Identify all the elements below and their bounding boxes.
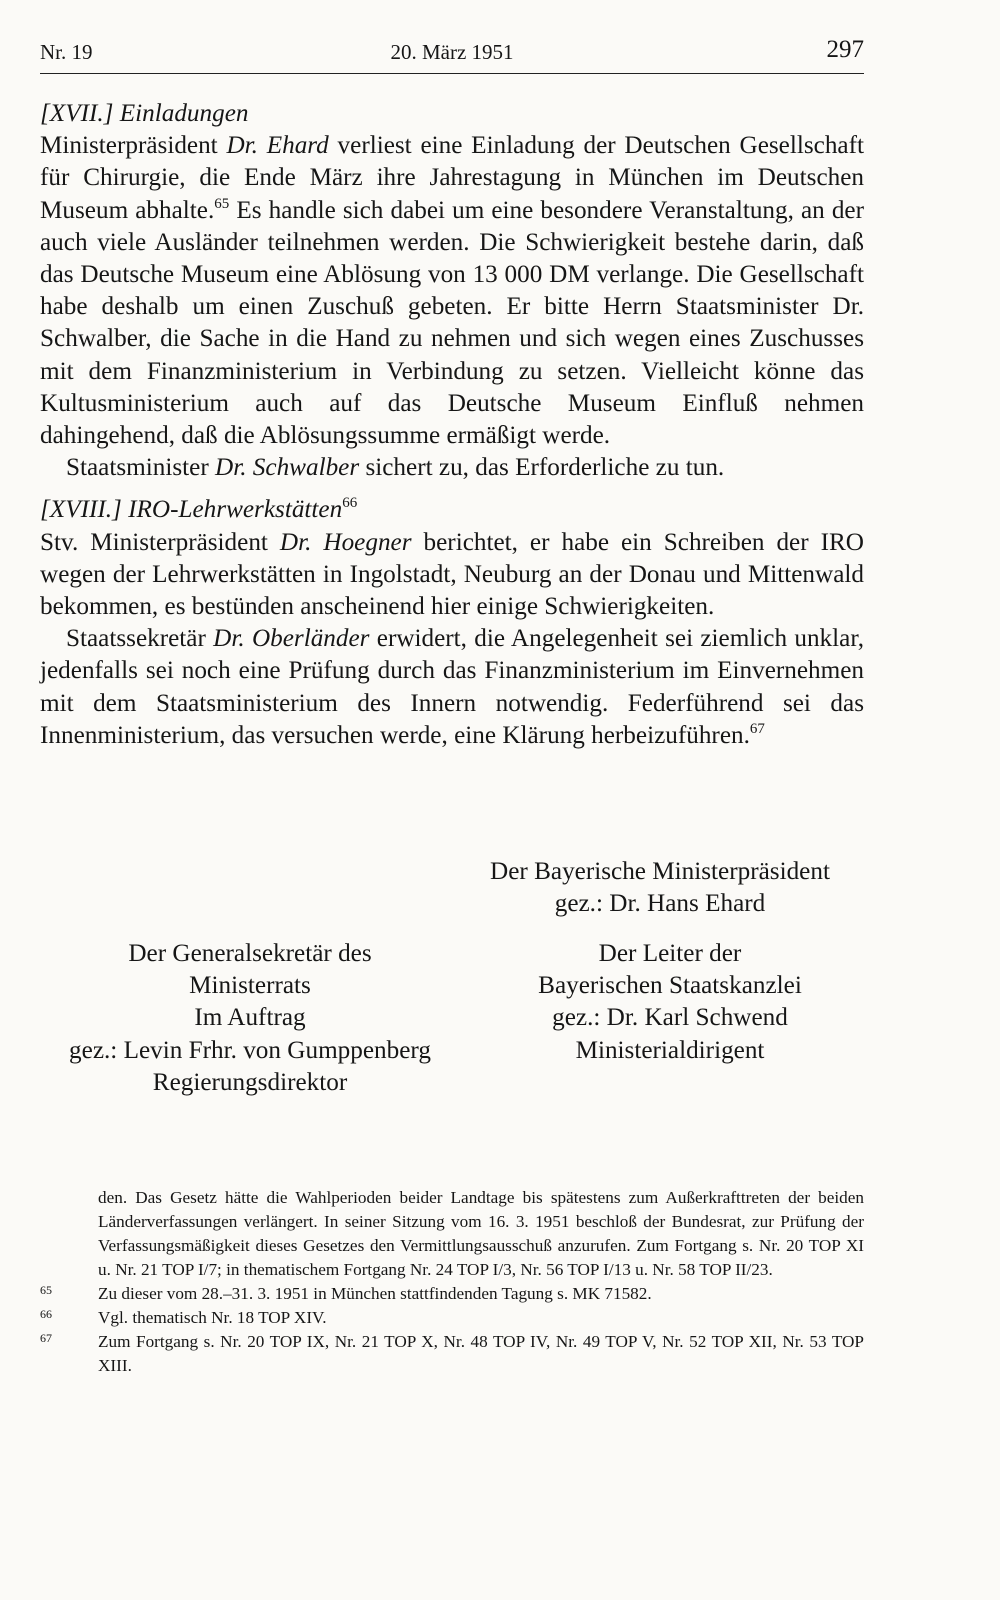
signature-line: Ministerialdirigent bbox=[575, 1036, 765, 1064]
header-rule bbox=[40, 73, 864, 74]
paragraph-text: sichert zu, das Erforderliche zu tun. bbox=[359, 454, 725, 482]
paragraph bbox=[40, 130, 864, 452]
footnote-text: Zu dieser vom 28.–31. 3. 1951 in München stattfindenden Tagung s. MK 71582. bbox=[98, 1284, 652, 1303]
paragraph bbox=[40, 452, 864, 484]
document-date: 20. März 1951 bbox=[390, 40, 514, 64]
paragraph bbox=[40, 623, 864, 752]
speaker-name: Dr. Oberländer bbox=[213, 625, 370, 653]
paragraph bbox=[40, 527, 864, 624]
paragraph-text: verliest eine Einladung der Deutschen Gesellschaft für Chirurgie, die Ende März ihre Jahrestagung in München im Deutschen Museum abhalte. bbox=[40, 132, 864, 224]
signature-prime-minister bbox=[460, 856, 860, 920]
document-number: Nr. 19 bbox=[40, 40, 93, 64]
signature-secretary-general bbox=[40, 938, 460, 1099]
signature-line: Der Leiter der bbox=[598, 940, 742, 967]
signature-line: gez.: Levin Frhr. von Gumppenberg bbox=[69, 1036, 431, 1064]
signature-line: gez.: Dr. Karl Schwend bbox=[552, 1004, 788, 1032]
page-number: 297 bbox=[826, 36, 864, 63]
section-number: [XVII.] bbox=[40, 100, 114, 127]
signature-line: Im Auftrag bbox=[194, 1004, 306, 1032]
footnote-ref: 66 bbox=[342, 495, 358, 512]
footnote-67 bbox=[40, 1330, 864, 1378]
footnotes bbox=[40, 1186, 864, 1378]
signature-line: Ministerrats bbox=[189, 972, 311, 1000]
speaker-name: Dr. Ehard bbox=[226, 132, 329, 160]
footnote-number: 65 bbox=[40, 1283, 52, 1297]
paragraph-text: Ministerpräsident bbox=[40, 132, 227, 160]
section-number: [XVIII.] bbox=[40, 496, 122, 524]
footnote-text: Zum Fortgang s. Nr. 20 TOP IX, Nr. 21 TOP X, Nr. 48 TOP IV, Nr. 49 TOP V, Nr. 52 TOP XII, Nr. 53 TOP XIII. bbox=[98, 1332, 864, 1375]
running-header bbox=[40, 36, 864, 72]
main-text bbox=[40, 98, 864, 752]
speaker-name: Dr. Hoegner bbox=[279, 528, 412, 556]
footnote-number: 66 bbox=[40, 1307, 52, 1321]
footnote-66 bbox=[40, 1306, 864, 1330]
paragraph-text: Stv. Ministerpräsident bbox=[40, 528, 280, 556]
signature-line: Regierungsdirektor bbox=[152, 1068, 348, 1096]
paragraph-text: Es handle sich dabei um eine besondere Veranstaltung, an der auch viele Ausländer teilnehmen werden. Die Schwierigkeit bestehe darin, daß das Deutsche Museum eine Ablösung von 13 000 DM verlange. Die Gesellschaft habe deshalb um einen Zuschuß gebeten. Er bitte Herrn Staatsminister Dr. Schwalber, die Sache in die Hand zu nehmen und sich wegen eines Zuschusses mit dem Finanzministerium in Verbindung zu setzen. Vielleicht könne das Kultusministerium auch auf das Deutsche Museum Einfluß nehmen dahingehend, daß die Ablösungssumme ermäßigt werde. bbox=[40, 196, 864, 450]
section-heading-xviii bbox=[40, 494, 864, 526]
signature-chancellery-head bbox=[500, 938, 840, 1067]
footnote-ref: 65 bbox=[214, 195, 230, 212]
section-title: IRO-Lehrwerkstätten bbox=[128, 496, 343, 524]
footnote-text: Vgl. thematisch Nr. 18 TOP XIV. bbox=[98, 1308, 327, 1327]
section-title: Einladungen bbox=[119, 100, 249, 127]
signature-line: Bayerischen Staatskanzlei bbox=[538, 972, 802, 1000]
paragraph-text: erwidert, die Angelegenheit sei ziemlich unklar, jedenfalls sei noch eine Prüfung durch das Finanzministerium im Einvernehmen mit dem Staatsministerium des Innern notwendig. Federführend sei das Innenministerium, das versuchen werde, eine Klärung herbeizuführen. bbox=[40, 625, 864, 749]
footnote-number: 67 bbox=[40, 1331, 52, 1345]
signature-line: Der Generalsekretär des bbox=[128, 940, 372, 967]
paragraph-text: Staatsminister bbox=[66, 454, 216, 482]
footnote-ref: 67 bbox=[749, 720, 765, 737]
section-heading-xvii bbox=[40, 98, 864, 130]
speaker-name: Dr. Schwalber bbox=[215, 454, 360, 482]
paragraph-text: Staatssekretär bbox=[66, 625, 214, 653]
footnote-65 bbox=[40, 1282, 864, 1306]
signature-line: Der Bayerische Ministerpräsident bbox=[490, 858, 830, 885]
paragraph-text: berichtet, er habe ein Schreiben der IRO wegen der Lehrwerkstätten in Ingolstadt, Neuburg an der Donau und Mittenwald bekommen, es bestünden anscheinend hier einige Schwierigkeiten. bbox=[40, 528, 864, 621]
signature-line: gez.: Dr. Hans Ehard bbox=[554, 890, 766, 918]
footnote-continuation: den. Das Gesetz hätte die Wahlperioden beider Landtage bis spätestens zum Außerkrafttreten der beiden Länderverfassungen verlängert. In seiner Sitzung vom 16. 3. 1951 beschloß der Bundesrat, zur Prüfung der Verfassungsmäßigkeit dieses Gesetzes den Vermittlungsausschuß anzurufen. Zum Fortgang s. Nr. 20 TOP XI u. Nr. 21 TOP I/7; in thematischem Fortgang Nr. 24 TOP I/3, Nr. 56 TOP I/13 u. Nr. 58 TOP II/23. bbox=[98, 1188, 864, 1279]
